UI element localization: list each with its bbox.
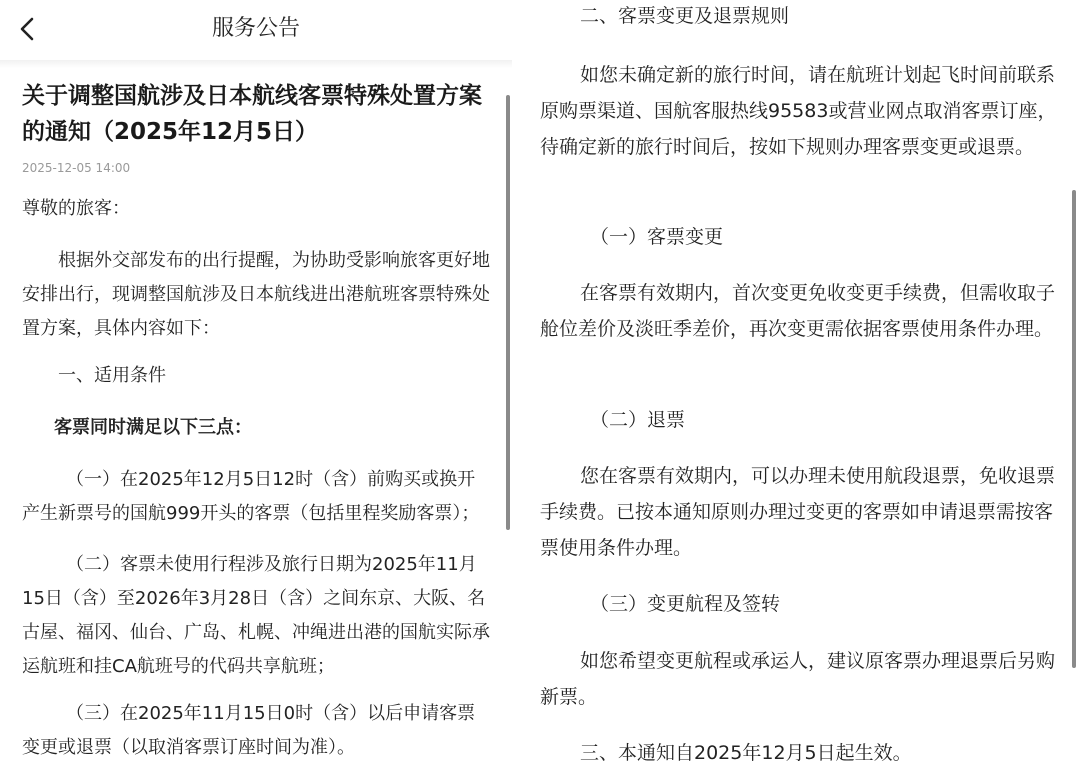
article-title: 关于调整国航涉及日本航线客票特殊处置方案的通知（2025年12月5日）: [22, 83, 482, 145]
section2-heading: 二、客票变更及退票规则: [580, 5, 790, 27]
nav-header: [0, 0, 512, 58]
sub3-heading: （三）变更航程及签转: [590, 593, 781, 615]
article-date: 2025-12-05 14:00: [22, 161, 131, 175]
sub3-text: 如您希望变更航程或承运人，建议原客票办理退票后另购新票。: [540, 650, 1056, 708]
section1-subheading: 客票同时满足以下三点：: [54, 417, 252, 438]
scrollbar-right[interactable]: [1072, 190, 1076, 668]
sub2-heading: （二）退票: [590, 409, 686, 431]
section1-heading: 一、适用条件: [58, 365, 166, 386]
sub1-heading: （一）客票变更: [590, 226, 724, 248]
section3-heading: 三、本通知自2025年12月5日起生效。: [580, 742, 912, 764]
sub2-text: 您在客票有效期内，可以办理未使用航段退票，免收退票手续费。已按本通知原则办理过变更的客票如申请退票需按客票使用条件办理。: [540, 465, 1056, 559]
condition-item-3: （三）在2025年11月15日0时（含）以后申请客票变更或退票（以取消客票订座时间为准）。: [22, 703, 476, 758]
greeting: 尊敬的旅客：: [22, 198, 130, 219]
panel-divider: [518, 0, 526, 780]
scrollbar[interactable]: [506, 95, 510, 530]
condition-item-1: （一）在2025年12月5日12时（含）前购买或换开产生新票号的国航999开头的客票（包括里程奖励客票）；: [22, 469, 480, 524]
section2-intro: 如您未确定新的旅行时间，请在航班计划起飞时间前联系原购票渠道、国航客服热线95583或营业网点取消客票订座，待确定新的旅行时间后，按如下规则办理客票变更或退票。: [540, 64, 1057, 158]
header-divider: [0, 60, 512, 68]
page-title: 服务公告: [211, 16, 300, 41]
right-screen: [526, 0, 1080, 780]
left-screen: [0, 0, 512, 780]
sub1-text: 在客票有效期内，首次变更免收变更手续费，但需收取子舱位差价及淡旺季差价，再次变更需依据客票使用条件办理。: [540, 282, 1056, 340]
condition-item-2: （二）客票未使用行程涉及旅行日期为2025年11月15日（含）至2026年3月28日（含）之间东京、大阪、名古屋、福冈、仙台、广岛、札幌、冲绳进出港的国航实际承运航班和挂CA航班号的代码共享航班；: [22, 554, 490, 677]
intro-paragraph: 根据外交部发布的出行提醒，为协助受影响旅客更好地安排出行，现调整国航涉及日本航线进出港航班客票特殊处置方案，具体内容如下：: [22, 250, 490, 339]
